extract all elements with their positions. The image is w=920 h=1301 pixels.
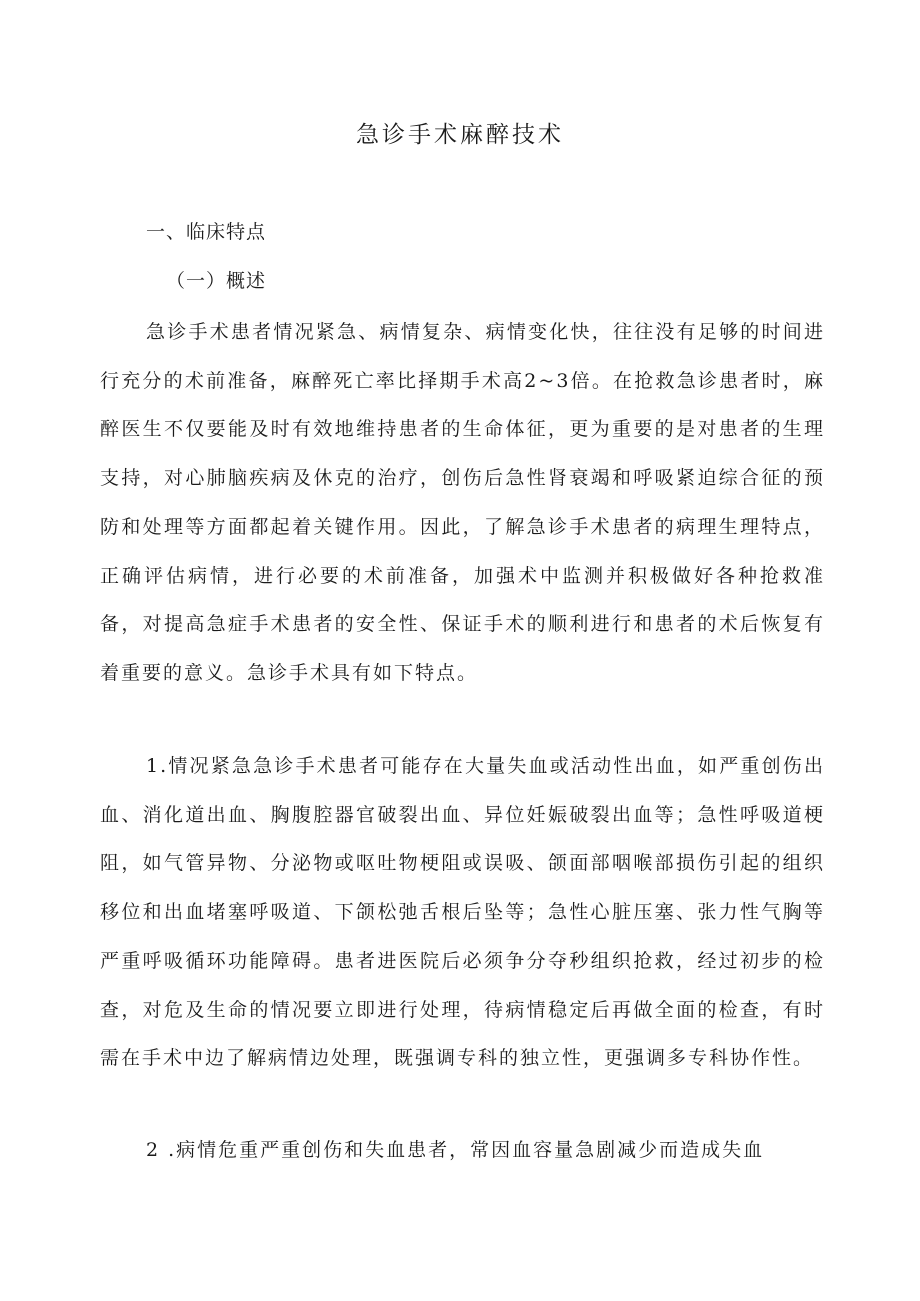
document-title: 急诊手术麻醉技术 [356, 122, 564, 148]
paragraph-item-2: 2 .病情危重严重创伤和失血患者，常因血容量急剧减少而造成失血 [146, 1139, 765, 1161]
subsection-heading: （一）概述 [166, 270, 267, 292]
paragraph-item-1: 1.情况紧急急诊手术患者可能存在大量失血或活动性出血，如严重创伤出血、消化道出血、胸腹腔器官破裂出血、异位妊娠破裂出血等；急性呼吸道梗阻，如气管异物、分泌物或呕吐物梗阻或误吸、颌面部咽喉部损伤引起的组织移位和出血堵塞呼吸道、下颌松弛舌根后坠等；急性心脏压塞、张力性气胸等严重呼吸循环功能障碍。患者进医院后必须争分夺秒组织抢救，经过初步的检查，对危及生命的情况要立即进行处理，待病情稳定后再做全面的检查，有时需在手术中边了解病情边处理，既强调专科的独立性，更强调多专科协作性。 [100, 755, 825, 1070]
paragraph-overview: 急诊手术患者情况紧急、病情复杂、病情变化快，往往没有足够的时间进行充分的术前准备，麻醉死亡率比择期手术高2~3倍。在抢救急诊患者时，麻醉医生不仅要能及时有效地维持患者的生命体征，更为重要的是对患者的生理支持，对心肺脑疾病及休克的治疗，创伤后急性肾衰竭和呼吸紧迫综合征的预防和处理等方面都起着关键作用。因此，了解急诊手术患者的病理生理特点，正确评估病情，进行必要的术前准备，加强术中监测并积极做好各种抢救准备，对提高急症手术患者的安全性、保证手术的顺利进行和患者的术后恢复有着重要的意义。急诊手术具有如下特点。 [100, 321, 825, 684]
section-heading: 一、临床特点 [146, 221, 267, 243]
